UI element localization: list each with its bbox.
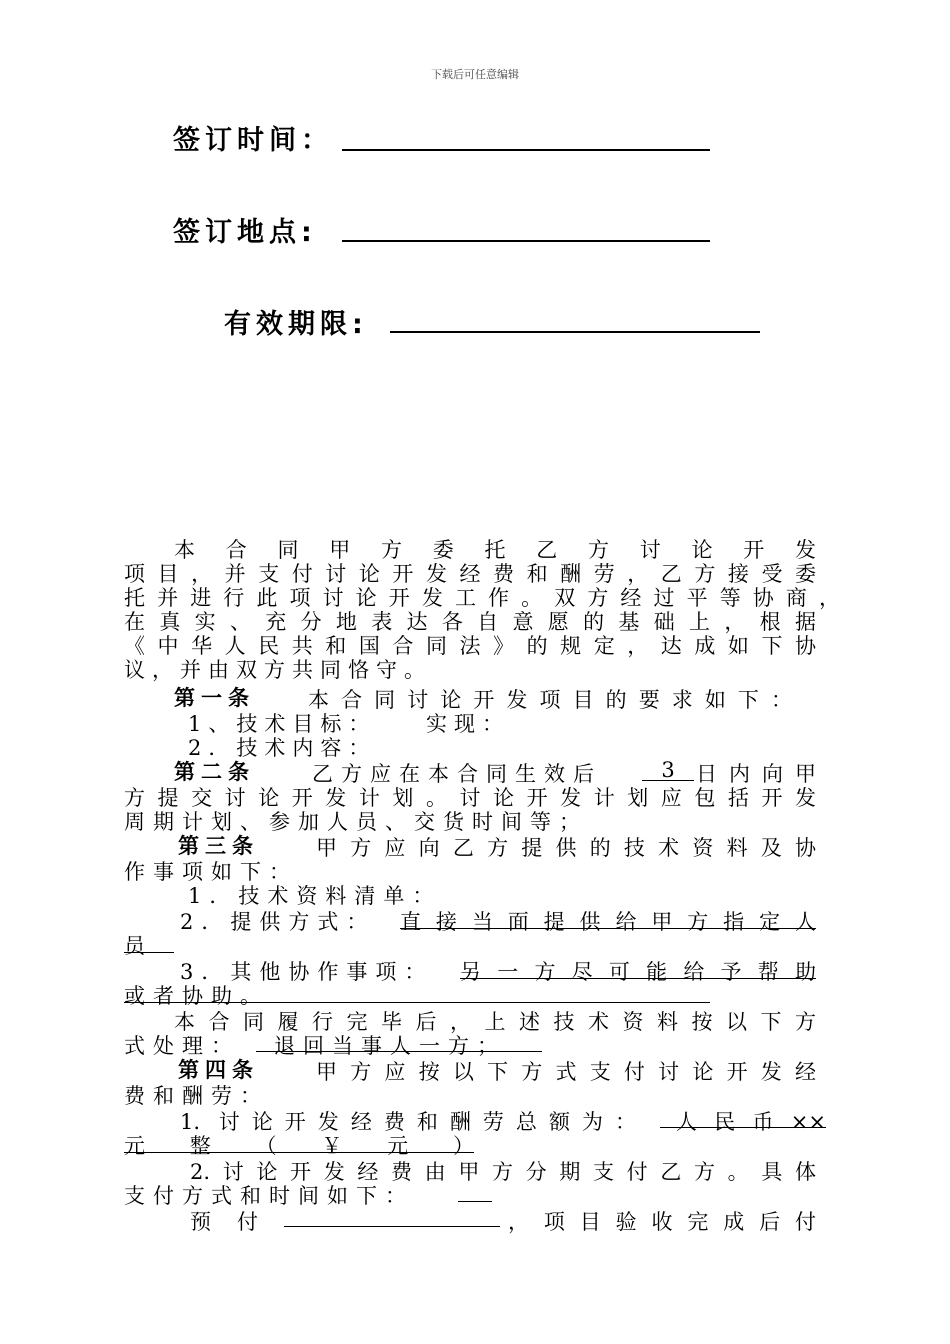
article3-item2: 2．提供方式：	[180, 910, 376, 934]
para1-line2: 项目，并支付讨论开发经费和酬劳，乙方接受委	[124, 562, 816, 586]
prepay-amount-blank[interactable]	[284, 1226, 500, 1227]
article2-title: 第二条	[174, 760, 255, 784]
para1-line5: 《中华人民共和国合同法》的规定，达成如下协	[124, 634, 816, 658]
signing-place-label: 签订地点:	[173, 217, 317, 248]
article3-item1: 1．技术资料清单：	[188, 884, 442, 908]
article3-title: 第三条	[178, 834, 259, 858]
after-value[interactable]: 退回当事人一方；	[256, 1030, 542, 1052]
article1-item2: 2．技术内容：	[188, 736, 377, 760]
signing-time-blank[interactable]	[342, 149, 710, 151]
article1-text: 本合同讨论开发项目的要求如下：	[308, 688, 792, 712]
after-acceptance-text: ，项目验收完成后付	[508, 1210, 816, 1234]
article4-item2-cont: 支付方式和时间如下：	[124, 1184, 414, 1208]
article4-item1: 1. 讨论开发经费和酬劳总额为：	[180, 1110, 636, 1134]
article2-line2: 方提交讨论开发计划。讨论开发计划应包括开发	[124, 786, 816, 810]
article1-item1: 1、技术目标：	[188, 712, 377, 736]
after-line1: 本合同履行完毕后，上述技术资料按以下方	[174, 1010, 816, 1034]
signing-place-blank[interactable]	[342, 240, 710, 242]
article3-item3-cont: 或者协助。	[124, 980, 710, 1003]
article4-item2: 2.讨论开发经费由甲方分期支付乙方。具体	[190, 1160, 816, 1184]
para1-line4: 在真实、充分地表达各自意愿的基础上，根据	[124, 610, 816, 634]
article4-line2: 费和酬劳：	[124, 1084, 269, 1108]
para1-line3: 托并进行此项讨论开发工作。双方经过平等协商，	[124, 586, 840, 610]
article3-text: 甲方应向乙方提供的技术资料及协	[316, 836, 816, 860]
article1-item1-value: 实现：	[426, 712, 510, 736]
payment-method-blank[interactable]	[458, 1201, 492, 1202]
article2-days[interactable]: 3	[642, 758, 694, 781]
article4-text: 甲方应按以下方式支付讨论开发经	[316, 1060, 816, 1084]
article3-line2: 作事项如下：	[124, 860, 298, 884]
prepay-label: 预付	[190, 1210, 284, 1234]
article4-title: 第四条	[178, 1058, 259, 1082]
page-header-note: 下载后可任意编辑	[431, 68, 519, 81]
para1-line6: 议，并由双方共同恪守。	[124, 658, 432, 682]
after-line2: 式处理：	[124, 1034, 240, 1058]
article1-title: 第一条	[174, 686, 255, 710]
para1-line1: 本合同甲方委托乙方讨论开发	[174, 538, 816, 562]
article2-line3: 周期计划、参加人员、交货时间等；	[124, 810, 588, 834]
validity-label: 有效期限:	[224, 309, 368, 340]
article3-item2-cont: 员	[124, 930, 174, 953]
validity-blank[interactable]	[390, 331, 760, 333]
article2-text-b: 日内向甲	[696, 762, 816, 786]
article3-item2-value[interactable]: 直接当面提供给甲方指定人	[400, 906, 816, 929]
article3-item3: 3．其他协作事项：	[180, 960, 434, 984]
article4-item1-cont: 元整（￥元）	[124, 1130, 474, 1153]
article3-item3-value[interactable]: 另一方尽可能给予帮助	[460, 956, 816, 979]
signing-time-label: 签订时间：	[173, 125, 333, 156]
article4-item1-value[interactable]: 人民币××	[660, 1106, 826, 1128]
article2-text-a: 乙方应在本合同生效后	[312, 762, 602, 786]
